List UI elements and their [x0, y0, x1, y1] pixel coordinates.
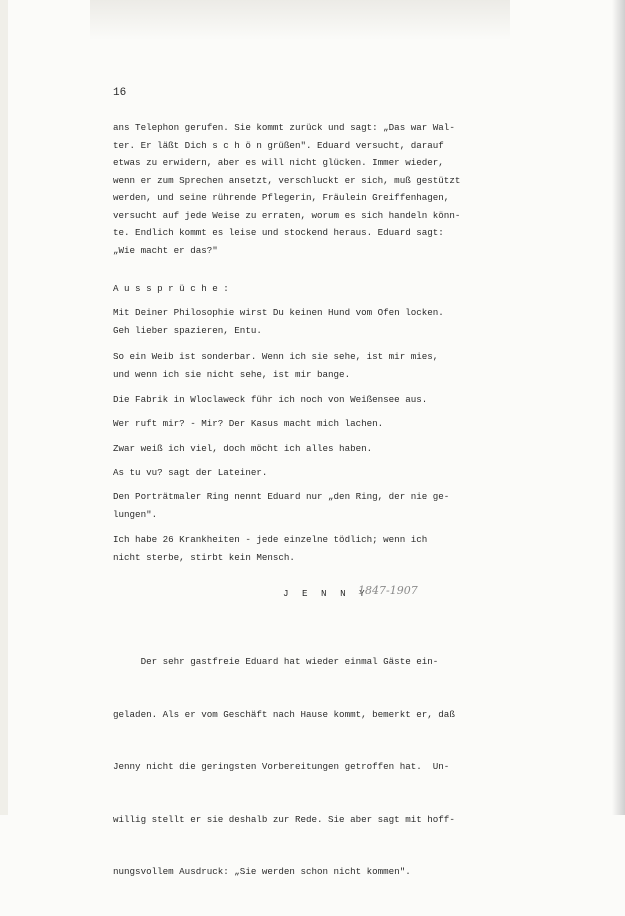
- text-line: ans Telephon gerufen. Sie kommt zurück und sagt: „Das war Wal-: [113, 122, 455, 133]
- text-line: nungsvollem Ausdruck: „Sie werden schon nicht kommen".: [113, 866, 411, 877]
- scan-shadow-right: [612, 0, 625, 815]
- text-line: te. Endlich kommt es leise und stockend heraus. Eduard sagt:: [113, 227, 444, 238]
- saying-6: [113, 464, 513, 482]
- scan-shadow-top: [90, 0, 510, 40]
- text-line: Ich habe 26 Krankheiten - jede einzelne tödlich; wenn ich: [113, 534, 428, 545]
- saying-1: [113, 304, 513, 339]
- text-line: werden, und seine rührende Pflegerin, Fräulein Greiffenhagen,: [113, 192, 450, 203]
- text-line: Jenny nicht die geringsten Vorbereitungen getroffen hat. Un-: [113, 761, 450, 772]
- text-line: willig stellt er sie deshalb zur Rede. Sie aber sagt mit hoff-: [113, 813, 455, 825]
- text-line: nicht sterbe, stirbt kein Mensch.: [113, 551, 295, 563]
- text-line: Mit Deiner Philosophie wirst Du keinen Hund vom Ofen locken.: [113, 307, 444, 318]
- saying-5: [113, 440, 513, 458]
- chapter-heading: J E N N Y: [283, 588, 369, 599]
- text-line: Zwar weiß ich viel, doch möcht ich alles haben.: [113, 443, 373, 454]
- saying-7: [113, 488, 513, 523]
- text-line: Geh lieber spazieren, Entu.: [113, 324, 262, 336]
- text-line: und wenn ich sie nicht sehe, ist mir bange.: [113, 368, 351, 380]
- saying-8: [113, 531, 513, 566]
- saying-3: [113, 391, 513, 409]
- text-line: etwas zu erwidern, aber es will nicht glücken. Immer wieder,: [113, 157, 444, 168]
- text-line: wenn er zum Sprechen ansetzt, verschluckt er sich, muß gestützt: [113, 174, 461, 186]
- paragraph-1: [113, 119, 513, 259]
- text-line: Den Porträtmaler Ring nennt Eduard nur „den Ring, der nie ge-: [113, 491, 450, 502]
- scan-shadow-left: [0, 0, 8, 815]
- section-label: A u s s p r ü c h e :: [113, 283, 229, 294]
- text-line: As tu vu? sagt der Lateiner.: [113, 467, 268, 478]
- text-line: So ein Weib ist sonderbar. Wenn ich sie sehe, ist mir mies,: [113, 351, 439, 362]
- text-line: ter. Er läßt Dich s c h ö n grüßen". Eduard versucht, darauf: [113, 139, 444, 151]
- saying-4: [113, 415, 513, 433]
- text-line: lungen".: [113, 508, 158, 520]
- paragraph-2: [113, 618, 513, 916]
- text-line: geladen. Als er vom Geschäft nach Hause kommt, bemerkt er, daß: [113, 708, 455, 720]
- saying-2: [113, 348, 513, 383]
- text-line: Der sehr gastfreie Eduard hat wieder einmal Gäste ein-: [113, 656, 439, 667]
- page-number: 16: [113, 87, 127, 99]
- text-line: Die Fabrik in Wloclaweck führ ich noch von Weißensee aus.: [113, 394, 428, 405]
- text-line: „Wie macht er das?": [113, 244, 218, 256]
- text-line: versucht auf jede Weise zu erraten, worum es sich handeln könn-: [113, 209, 461, 221]
- text-line: Wer ruft mir? - Mir? Der Kasus macht mich lachen.: [113, 418, 384, 429]
- handwritten-annotation: 1847-1907: [358, 584, 418, 597]
